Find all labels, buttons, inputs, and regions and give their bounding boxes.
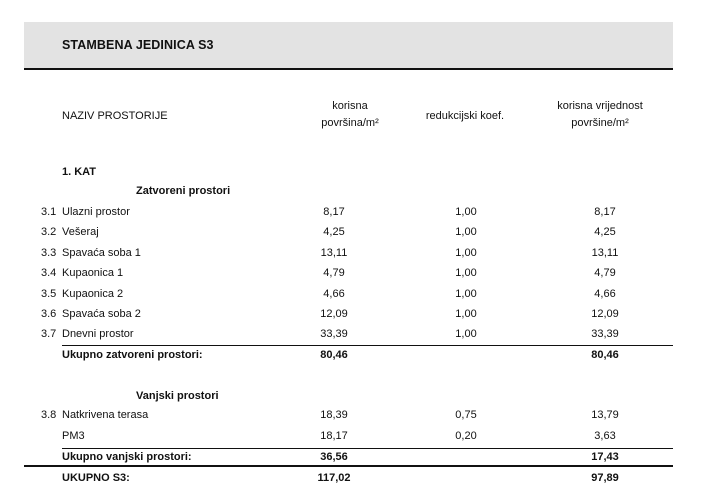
row-area: 8,17	[323, 206, 345, 218]
row-room-name: Natkrivena terasa	[62, 409, 149, 421]
row-number: 3.1	[41, 206, 57, 218]
grand-total-area: 117,02	[317, 472, 351, 484]
row-area: 18,17	[320, 430, 348, 442]
row-value: 33,39	[591, 328, 619, 341]
row-room-name: Kupaonica 1	[62, 267, 124, 280]
row-room-name: Spavaća soba 2	[62, 308, 141, 320]
grand-total-rule	[24, 465, 673, 467]
header-value-line2: površine/m²	[571, 117, 629, 129]
row-reduction-coef: 1,00	[455, 246, 477, 259]
row-number: 3.2	[41, 226, 57, 239]
row-room-name: PM3	[62, 430, 85, 442]
row-number: 3.3	[41, 246, 57, 259]
closed-total-area: 80,46	[320, 349, 348, 361]
row-value: 4,79	[594, 267, 616, 280]
row-reduction-coef: 1,00	[455, 226, 477, 239]
row-value: 12,09	[591, 308, 619, 320]
floor-label: 1. KAT	[62, 166, 97, 178]
row-reduction-coef: 1,00	[455, 308, 477, 320]
row-room-name: Ulazni prostor	[62, 206, 130, 218]
row-room-name: Dnevni prostor	[62, 328, 134, 341]
row-reduction-coef: 1,00	[455, 328, 477, 341]
row-area: 12,09	[320, 308, 348, 320]
open-total-value: 17,43	[591, 451, 619, 463]
row-value: 3,63	[594, 430, 616, 442]
row-value: 13,11	[591, 246, 619, 259]
closed-total-label: Ukupno zatvoreni prostori:	[62, 349, 203, 361]
row-room-name: Kupaonica 2	[62, 287, 124, 300]
row-area: 13,11	[320, 246, 348, 259]
row-room-name: Spavaća soba 1	[62, 246, 141, 259]
row-reduction-coef: 1,00	[455, 267, 477, 280]
row-area: 4,79	[323, 267, 345, 280]
row-number: 3.5	[41, 287, 57, 300]
closed-total-rule	[62, 345, 673, 346]
row-value: 4,66	[594, 287, 616, 300]
row-reduction-coef: 0,20	[455, 430, 477, 442]
row-value: 4,25	[594, 226, 616, 239]
row-area: 18,39	[320, 409, 348, 421]
closed-spaces-heading: Zatvoreni prostori	[136, 185, 231, 197]
row-number: 3.7	[41, 328, 57, 341]
header-area-line1: korisna	[332, 100, 368, 112]
document-title: STAMBENA JEDINICA S3	[62, 38, 214, 52]
row-number: 3.6	[41, 308, 57, 320]
open-spaces-heading: Vanjski prostori	[136, 390, 219, 402]
grand-total-value: 97,89	[591, 472, 619, 484]
row-room-name: Vešeraj	[62, 226, 99, 239]
header-area-line2: površina/m²	[321, 117, 379, 129]
row-area: 4,25	[323, 226, 345, 239]
closed-total-value: 80,46	[591, 349, 619, 361]
open-total-label: Ukupno vanjski prostori:	[62, 451, 192, 463]
row-value: 13,79	[591, 409, 619, 421]
row-value: 8,17	[594, 206, 616, 218]
row-reduction-coef: 1,00	[455, 206, 477, 218]
grand-total-label: UKUPNO S3:	[62, 472, 130, 484]
header-room-name: NAZIV PROSTORIJE	[62, 110, 168, 122]
row-reduction-coef: 0,75	[455, 409, 477, 421]
header-value-line1: korisna vrijednost	[557, 100, 643, 112]
row-area: 4,66	[323, 287, 345, 300]
row-reduction-coef: 1,00	[455, 287, 477, 300]
open-total-rule	[62, 448, 673, 449]
open-total-area: 36,56	[320, 451, 348, 463]
header-reduction-coef: redukcijski koef.	[425, 110, 505, 122]
row-number: 3.4	[41, 267, 57, 280]
title-rule	[24, 68, 673, 70]
row-area: 33,39	[320, 328, 348, 341]
row-number: 3.8	[41, 409, 57, 421]
